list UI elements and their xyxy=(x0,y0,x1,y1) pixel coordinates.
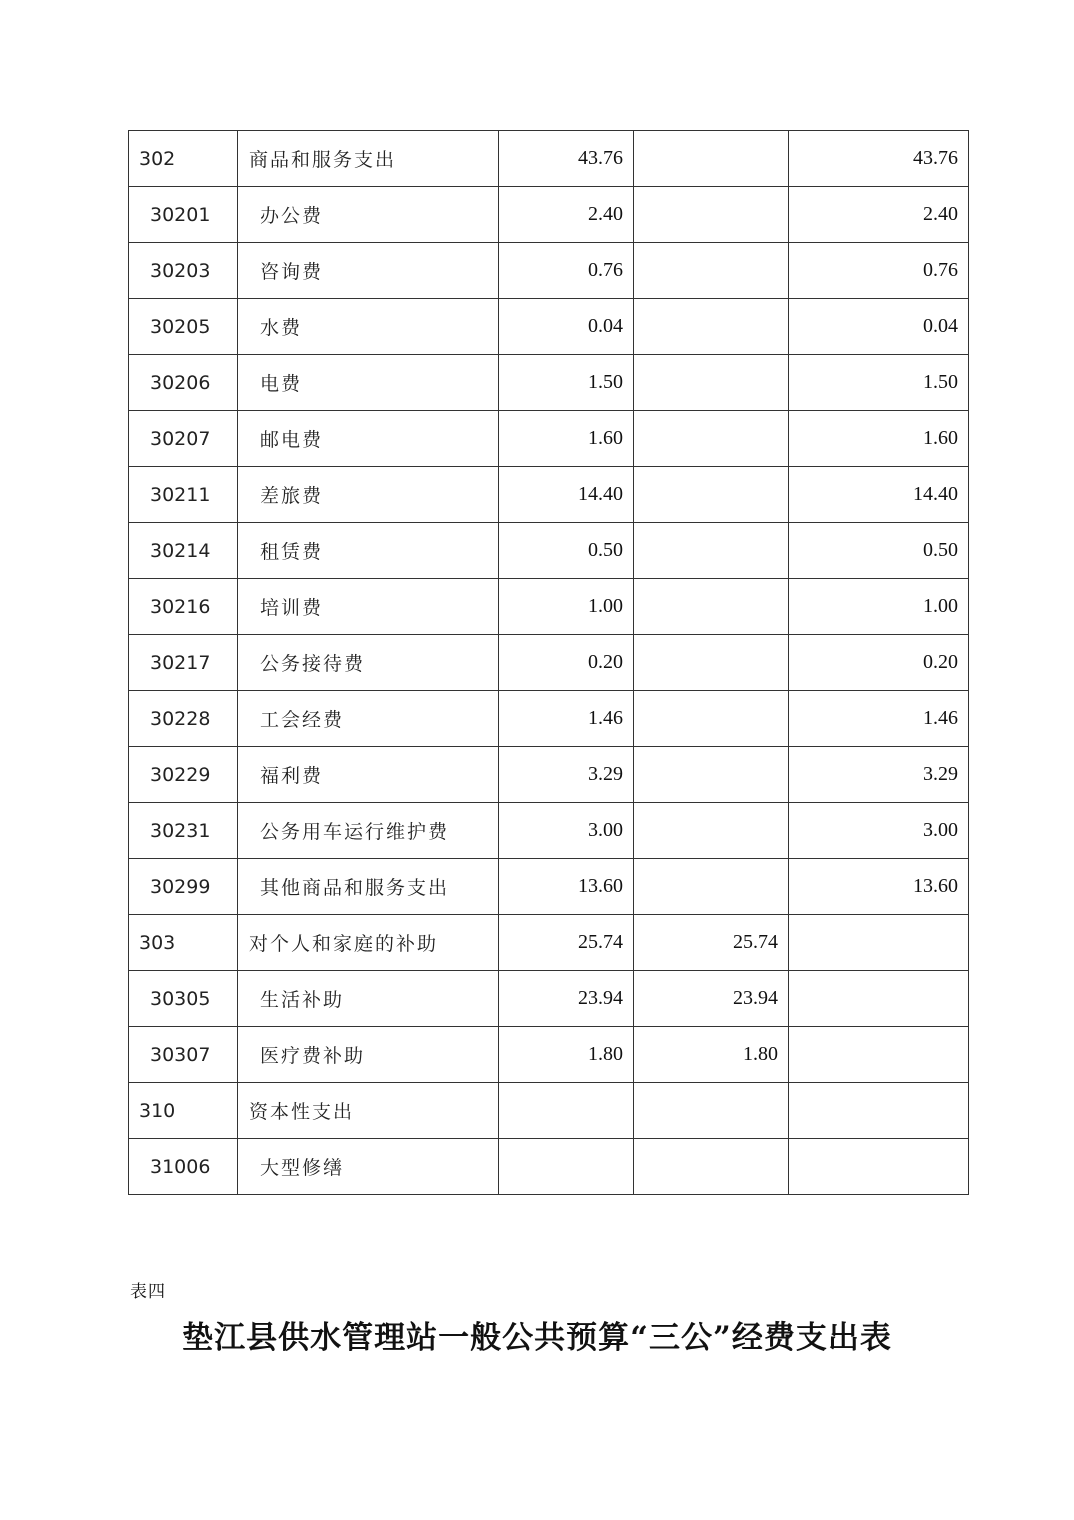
table-row xyxy=(129,467,969,523)
project-expenditure-cell: 1.46 xyxy=(789,691,969,747)
table-row xyxy=(129,187,969,243)
table-row xyxy=(129,915,969,971)
basic-expenditure-cell xyxy=(634,243,789,299)
account-name-cell: 工会经费 xyxy=(238,691,499,747)
table-row xyxy=(129,131,969,187)
account-code-cell: 31006 xyxy=(129,1139,238,1195)
basic-expenditure-cell xyxy=(634,523,789,579)
total-amount-cell: 3.29 xyxy=(499,747,634,803)
project-expenditure-cell: 1.00 xyxy=(789,579,969,635)
project-expenditure-cell xyxy=(789,1139,969,1195)
total-amount-cell: 43.76 xyxy=(499,131,634,187)
account-name-cell: 电费 xyxy=(238,355,499,411)
table-row xyxy=(129,803,969,859)
basic-expenditure-cell xyxy=(634,355,789,411)
table-body xyxy=(129,131,969,1195)
account-name-cell: 咨询费 xyxy=(238,243,499,299)
account-code-cell: 30211 xyxy=(129,467,238,523)
table-row xyxy=(129,243,969,299)
table-row xyxy=(129,1027,969,1083)
account-name-cell: 大型修缮 xyxy=(238,1139,499,1195)
project-expenditure-cell xyxy=(789,1027,969,1083)
total-amount-cell: 14.40 xyxy=(499,467,634,523)
table-row xyxy=(129,355,969,411)
account-name-cell: 公务接待费 xyxy=(238,635,499,691)
account-code-cell: 30231 xyxy=(129,803,238,859)
total-amount-cell: 1.50 xyxy=(499,355,634,411)
account-code-cell: 30201 xyxy=(129,187,238,243)
account-name-cell: 公务用车运行维护费 xyxy=(238,803,499,859)
total-amount-cell: 0.76 xyxy=(499,243,634,299)
table-row xyxy=(129,747,969,803)
project-expenditure-cell: 0.50 xyxy=(789,523,969,579)
total-amount-cell: 1.60 xyxy=(499,411,634,467)
total-amount-cell: 25.74 xyxy=(499,915,634,971)
table-row xyxy=(129,411,969,467)
total-amount-cell: 0.04 xyxy=(499,299,634,355)
basic-expenditure-cell: 1.80 xyxy=(634,1027,789,1083)
basic-expenditure-cell xyxy=(634,859,789,915)
account-name-cell: 邮电费 xyxy=(238,411,499,467)
document-title: 垫江县供水管理站一般公共预算“三公”经费支出表 xyxy=(182,1320,892,1356)
total-amount-cell: 23.94 xyxy=(499,971,634,1027)
total-amount-cell xyxy=(499,1083,634,1139)
basic-expenditure-cell xyxy=(634,299,789,355)
table-label: 表四 xyxy=(130,1282,166,1302)
account-name-cell: 办公费 xyxy=(238,187,499,243)
account-code-cell: 303 xyxy=(129,915,238,971)
account-code-cell: 30206 xyxy=(129,355,238,411)
project-expenditure-cell xyxy=(789,971,969,1027)
project-expenditure-cell: 0.04 xyxy=(789,299,969,355)
account-name-cell: 商品和服务支出 xyxy=(238,131,499,187)
project-expenditure-cell: 1.60 xyxy=(789,411,969,467)
account-name-cell: 资本性支出 xyxy=(238,1083,499,1139)
expenditure-table xyxy=(128,130,969,1195)
table-row xyxy=(129,1083,969,1139)
project-expenditure-cell: 13.60 xyxy=(789,859,969,915)
account-name-cell: 培训费 xyxy=(238,579,499,635)
total-amount-cell: 1.00 xyxy=(499,579,634,635)
account-name-cell: 水费 xyxy=(238,299,499,355)
account-code-cell: 30205 xyxy=(129,299,238,355)
account-code-cell: 30216 xyxy=(129,579,238,635)
account-code-cell: 30229 xyxy=(129,747,238,803)
account-name-cell: 生活补助 xyxy=(238,971,499,1027)
total-amount-cell: 3.00 xyxy=(499,803,634,859)
project-expenditure-cell: 2.40 xyxy=(789,187,969,243)
table-row xyxy=(129,635,969,691)
basic-expenditure-cell xyxy=(634,691,789,747)
account-code-cell: 310 xyxy=(129,1083,238,1139)
total-amount-cell: 1.46 xyxy=(499,691,634,747)
project-expenditure-cell xyxy=(789,1083,969,1139)
account-name-cell: 对个人和家庭的补助 xyxy=(238,915,499,971)
basic-expenditure-cell xyxy=(634,467,789,523)
table-row xyxy=(129,1139,969,1195)
total-amount-cell xyxy=(499,1139,634,1195)
basic-expenditure-cell xyxy=(634,131,789,187)
project-expenditure-cell: 1.50 xyxy=(789,355,969,411)
basic-expenditure-cell: 25.74 xyxy=(634,915,789,971)
project-expenditure-cell: 43.76 xyxy=(789,131,969,187)
basic-expenditure-cell xyxy=(634,579,789,635)
project-expenditure-cell xyxy=(789,915,969,971)
project-expenditure-cell: 0.20 xyxy=(789,635,969,691)
account-code-cell: 30203 xyxy=(129,243,238,299)
total-amount-cell: 1.80 xyxy=(499,1027,634,1083)
basic-expenditure-cell xyxy=(634,635,789,691)
basic-expenditure-cell xyxy=(634,803,789,859)
project-expenditure-cell: 3.00 xyxy=(789,803,969,859)
account-code-cell: 302 xyxy=(129,131,238,187)
table-row xyxy=(129,523,969,579)
account-name-cell: 差旅费 xyxy=(238,467,499,523)
basic-expenditure-cell xyxy=(634,1083,789,1139)
basic-expenditure-cell: 23.94 xyxy=(634,971,789,1027)
total-amount-cell: 0.50 xyxy=(499,523,634,579)
account-code-cell: 30228 xyxy=(129,691,238,747)
table-row xyxy=(129,971,969,1027)
project-expenditure-cell: 0.76 xyxy=(789,243,969,299)
table-row xyxy=(129,299,969,355)
account-name-cell: 医疗费补助 xyxy=(238,1027,499,1083)
account-name-cell: 租赁费 xyxy=(238,523,499,579)
total-amount-cell: 13.60 xyxy=(499,859,634,915)
account-code-cell: 30217 xyxy=(129,635,238,691)
account-code-cell: 30305 xyxy=(129,971,238,1027)
account-code-cell: 30307 xyxy=(129,1027,238,1083)
account-code-cell: 30207 xyxy=(129,411,238,467)
basic-expenditure-cell xyxy=(634,187,789,243)
total-amount-cell: 2.40 xyxy=(499,187,634,243)
table-row xyxy=(129,859,969,915)
account-code-cell: 30214 xyxy=(129,523,238,579)
basic-expenditure-cell xyxy=(634,411,789,467)
table-row xyxy=(129,579,969,635)
project-expenditure-cell: 14.40 xyxy=(789,467,969,523)
project-expenditure-cell: 3.29 xyxy=(789,747,969,803)
account-name-cell: 福利费 xyxy=(238,747,499,803)
account-name-cell: 其他商品和服务支出 xyxy=(238,859,499,915)
basic-expenditure-cell xyxy=(634,747,789,803)
total-amount-cell: 0.20 xyxy=(499,635,634,691)
basic-expenditure-cell xyxy=(634,1139,789,1195)
account-code-cell: 30299 xyxy=(129,859,238,915)
table-row xyxy=(129,691,969,747)
